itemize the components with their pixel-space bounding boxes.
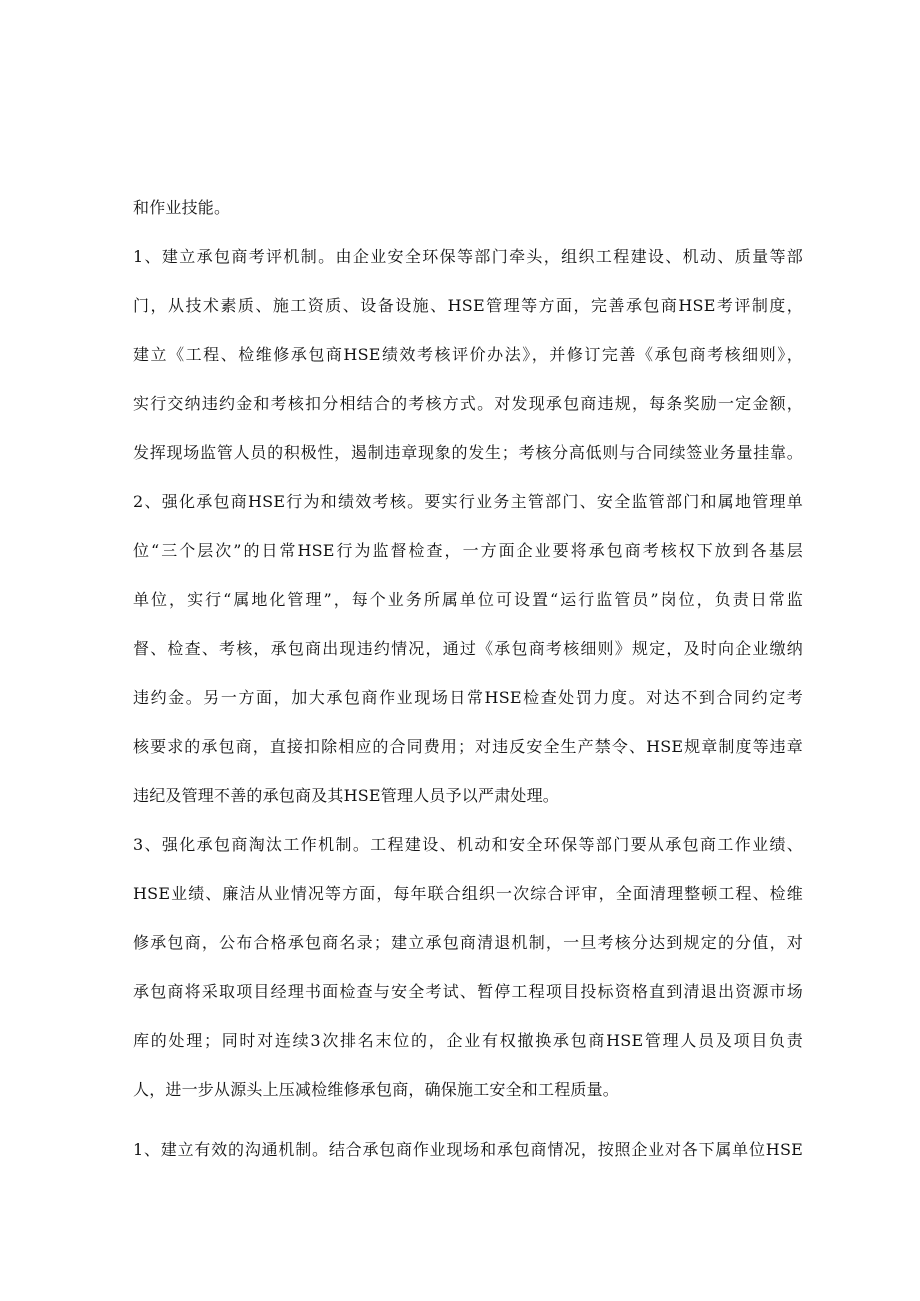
text-line: 实行交纳违约金和考核扣分相结合的考核方式。对发现承包商违规，每条奖励一定金额， — [133, 394, 803, 413]
text-line: 核要求的承包商，直接扣除相应的合同费用；对违反安全生产禁令、HSE规章制度等违章 — [133, 737, 803, 756]
text-line: 单位，实行“属地化管理”，每个业务所属单位可设置“运行监管员”岗位，负责日常监 — [133, 590, 803, 609]
text-line: 违纪及管理不善的承包商及其HSE管理人员予以严肃处理。 — [133, 786, 559, 805]
text-line: 库的处理；同时对连续3次排名末位的，企业有权撤换承包商HSE管理人员及项目负责 — [133, 1031, 803, 1050]
text-line: 3、强化承包商淘汰工作机制。工程建设、机动和安全环保等部门要从承包商工作业绩、 — [133, 835, 803, 854]
text-line: 人，进一步从源头上压减检维修承包商，确保施工安全和工程质量。 — [133, 1080, 620, 1099]
text-line: HSE业绩、廉洁从业情况等方面，每年联合组织一次综合评审，全面清理整顿工程、检维 — [133, 884, 803, 903]
text-line: 1、建立承包商考评机制。由企业安全环保等部门牵头，组织工程建设、机动、质量等部 — [133, 247, 803, 266]
text-line: 和作业技能。 — [133, 198, 231, 217]
text-line: 门，从技术素质、施工资质、设备设施、HSE管理等方面，完善承包商HSE考评制度， — [133, 296, 803, 315]
text-line: 修承包商，公布合格承包商名录；建立承包商清退机制，一旦考核分达到规定的分值，对 — [133, 933, 803, 952]
text-line: 位“三个层次”的日常HSE行为监督检查，一方面企业要将承包商考核权下放到各基层 — [133, 541, 803, 560]
text-line: 发挥现场监管人员的积极性，遏制违章现象的发生；考核分高低则与合同续签业务量挂靠。 — [133, 443, 803, 462]
text-line: 1、建立有效的沟通机制。结合承包商作业现场和承包商情况，按照企业对各下属单位HSE — [133, 1140, 803, 1159]
text-line: 2、强化承包商HSE行为和绩效考核。要实行业务主管部门、安全监管部门和属地管理单 — [133, 492, 803, 511]
text-line: 违约金。另一方面，加大承包商作业现场日常HSE检查处罚力度。对达不到合同约定考 — [133, 688, 803, 707]
text-line: 承包商将采取项目经理书面检查与安全考试、暂停工程项目投标资格直到清退出资源市场 — [133, 982, 803, 1001]
text-line: 建立《工程、检维修承包商HSE绩效考核评价办法》，并修订完善《承包商考核细则》， — [133, 345, 803, 364]
text-line: 督、检查、考核，承包商出现违约情况，通过《承包商考核细则》规定，及时向企业缴纳 — [133, 639, 803, 658]
